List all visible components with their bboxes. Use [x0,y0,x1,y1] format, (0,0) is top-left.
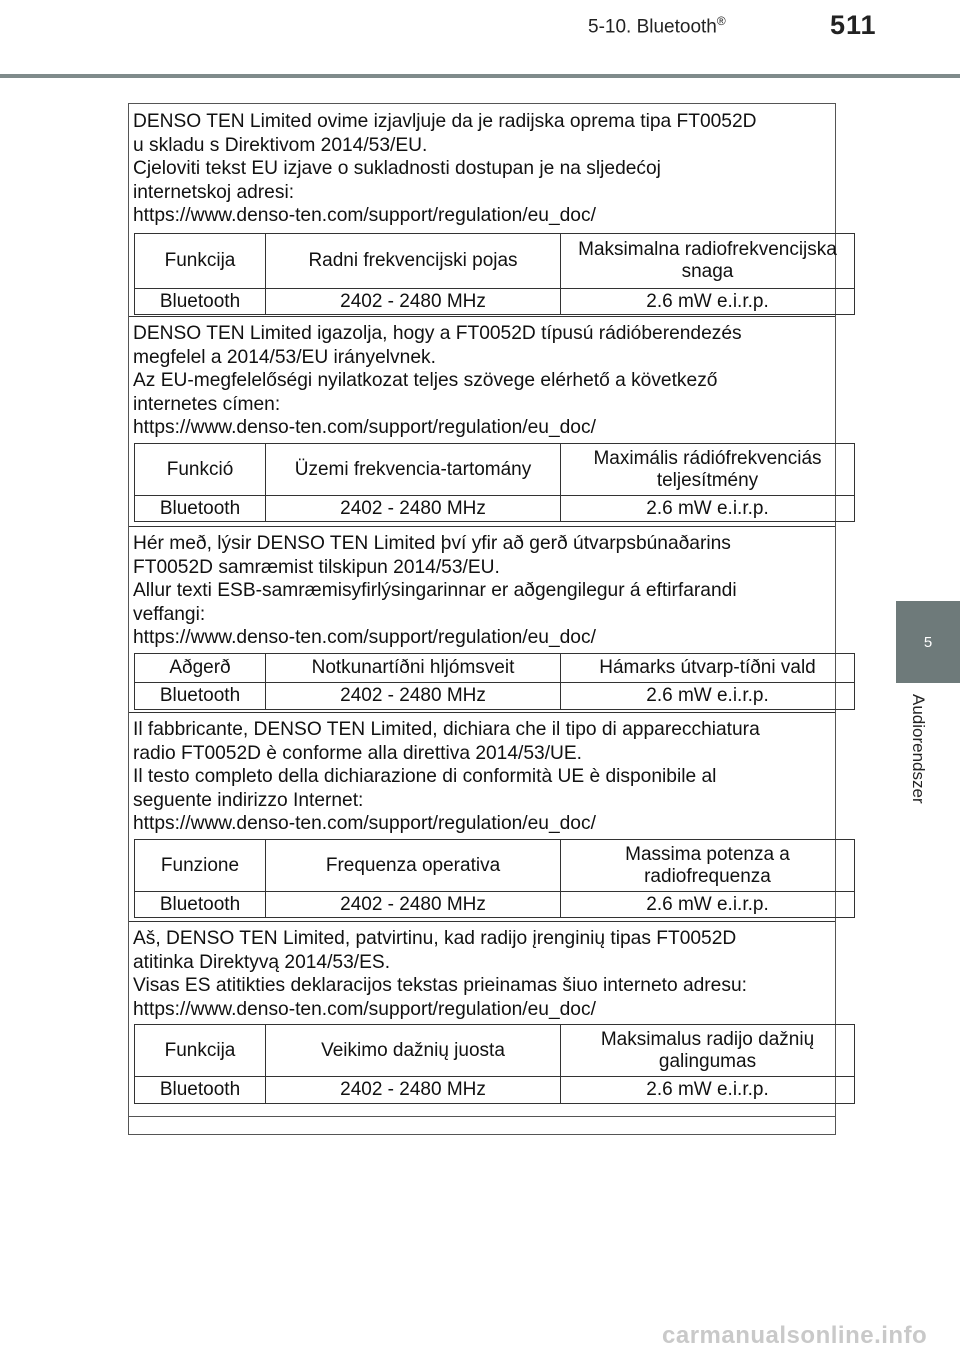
declaration-text [133,927,831,1021]
text-link[interactable]: https://www.denso-ten.com/support/regulation/eu_doc/ [133,998,596,1020]
table-header-cell: Notkunartíðni hljómsveit [266,654,561,683]
text-line: u skladu s Direktivom 2014/53/EU. [133,134,428,156]
table-row [135,892,855,918]
spec-table [134,653,855,710]
table-header-cell: Funzione [135,840,266,892]
table-header-cell: Maximális rádiófrekvenciás teljesítmény [561,444,855,496]
table-cell: Bluetooth [135,892,266,918]
text-line: FT0052D samræmist tilskipun 2014/53/EU. [133,556,500,578]
table-header-cell: Aðgerð [135,654,266,683]
text-line: Allur texti ESB-samræmisyfirlýsingarinnar er aðgengilegur á eftirfarandi [133,580,737,602]
text-line: veffangi: [133,603,206,625]
declaration-block-italian [129,713,835,922]
table-cell: 2402 - 2480 MHz [266,496,561,522]
text-line: Hér með, lýsir DENSO TEN Limited því yfir að gerð útvarpsbúnaðarins [133,533,731,554]
bottom-divider [129,1116,835,1117]
declaration-text [133,110,831,228]
table-header-row [135,444,855,496]
table-cell: 2402 - 2480 MHz [266,683,561,710]
declaration-text [133,718,831,836]
chapter-tab[interactable]: 5 [896,601,960,683]
watermark: carmanualsonline.info [662,1322,928,1349]
table-header-cell: Massima potenza a radiofrequenza [561,840,855,892]
declaration-text [133,322,831,440]
table-cell: Bluetooth [135,496,266,522]
text-line: internetes címen: [133,393,281,415]
text-line: DENSO TEN Limited ovime izjavljuje da je radijska oprema tipa FT0052D [133,111,757,132]
text-line: Il fabbricante, DENSO TEN Limited, dichiara che il tipo di apparecchiatura [133,719,760,740]
table-header-cell: Frequenza operativa [266,840,561,892]
table-cell: 2402 - 2480 MHz [266,892,561,918]
table-cell: 2402 - 2480 MHz [266,1077,561,1104]
table-header-cell: Üzemi frekvencia-tartomány [266,444,561,496]
section-title-text: 5-10. Bluetooth [588,16,717,38]
declaration-block-croatian [129,104,835,317]
table-row [135,496,855,522]
text-line: megfelel a 2014/53/EU irányelvnek. [133,346,436,368]
table-cell: Bluetooth [135,683,266,710]
text-link[interactable]: https://www.denso-ten.com/support/regulation/eu_doc/ [133,417,596,439]
table-header-cell: Veikimo dažnių juosta [266,1025,561,1077]
table-cell: 2.6 mW e.i.r.p. [561,892,855,918]
spec-table [134,839,855,918]
table-header-row [135,234,855,289]
page-number: 511 [830,10,877,40]
text-line: seguente indirizzo Internet: [133,789,364,811]
text-line: DENSO TEN Limited igazolja, hogy a FT0052D típusú rádióberendezés [133,323,742,344]
table-row [135,683,855,710]
table-cell: 2.6 mW e.i.r.p. [561,1077,855,1104]
declaration-block-hungarian [129,317,835,527]
spec-table [134,233,855,315]
text-line: internetskoj adresi: [133,181,295,203]
table-cell: 2402 - 2480 MHz [266,289,561,315]
table-header-cell: Funkció [135,444,266,496]
text-line: atitinka Direktyvą 2014/53/ES. [133,951,391,973]
table-header-cell: Radni frekvencijski pojas [266,234,561,289]
table-row [135,1077,855,1104]
text-line: Aš, DENSO TEN Limited, patvirtinu, kad radijo įrenginių tipas FT0052D [133,928,737,949]
text-link[interactable]: https://www.denso-ten.com/support/regulation/eu_doc/ [133,205,596,227]
spec-table [134,1024,855,1104]
table-cell: 2.6 mW e.i.r.p. [561,496,855,522]
table-header-cell: Maksimalus radijo dažnių galingumas [561,1025,855,1077]
header-rule [0,74,960,78]
declaration-box [128,103,836,1135]
table-header-row [135,840,855,892]
text-line: Cjeloviti tekst EU izjave o sukladnosti dostupan je na sljedećoj [133,158,661,180]
chapter-label: Audiorendszer [909,694,928,804]
table-cell: Bluetooth [135,289,266,315]
declaration-block-lithuanian [129,922,835,1116]
registered-mark: ® [716,14,726,28]
table-header-row [135,654,855,683]
text-line: Az EU-megfelelőségi nyilatkozat teljes szövege elérhető a következő [133,370,718,392]
table-row [135,289,855,315]
table-header-cell: Funkcija [135,1025,266,1077]
declaration-text [133,532,831,650]
text-link[interactable]: https://www.denso-ten.com/support/regulation/eu_doc/ [133,627,596,649]
text-line: radio FT0052D è conforme alla direttiva 2014/53/UE. [133,742,583,764]
text-line: Il testo completo della dichiarazione di conformità UE è disponibile al [133,766,717,788]
table-cell: 2.6 mW e.i.r.p. [561,683,855,710]
table-cell: 2.6 mW e.i.r.p. [561,289,855,315]
table-header-row [135,1025,855,1077]
declaration-block-icelandic [129,527,835,713]
text-line: Visas ES atitikties deklaracijos tekstas prieinamas šiuo interneto adresu: [133,975,747,997]
table-header-cell: Funkcija [135,234,266,289]
text-link[interactable]: https://www.denso-ten.com/support/regulation/eu_doc/ [133,813,596,835]
table-header-cell: Maksimalna radiofrekvencijska snaga [561,234,855,289]
table-header-cell: Hámarks útvarp-tíðni vald [561,654,855,683]
table-cell: Bluetooth [135,1077,266,1104]
spec-table [134,443,855,522]
section-title [588,14,726,38]
